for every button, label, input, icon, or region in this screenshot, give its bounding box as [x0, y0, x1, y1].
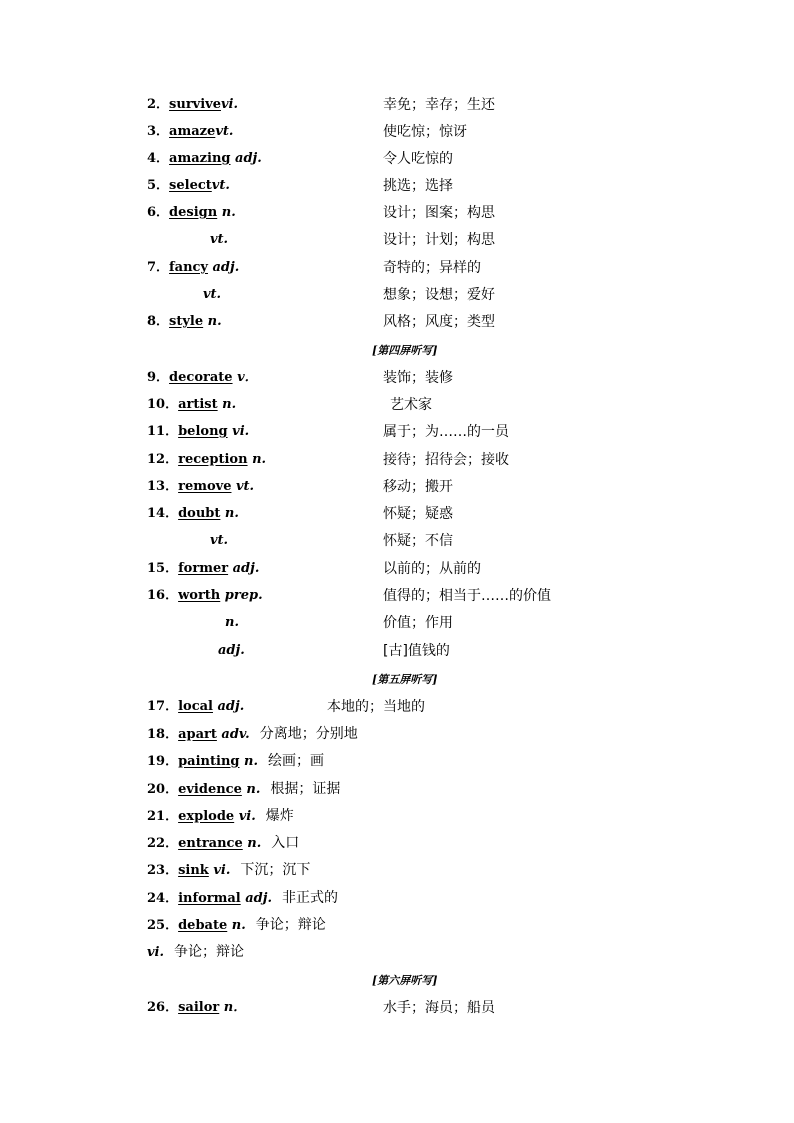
entry-number: 6． — [147, 205, 170, 220]
entry-meaning: 争论；辩论 — [255, 917, 326, 933]
entry-pos: vt. — [210, 232, 229, 247]
entry-meaning: 根据；证据 — [270, 781, 341, 797]
vocab-entry-7-sub — [0, 284, 794, 306]
entry-meaning: 水手；海员；船员 — [383, 1000, 495, 1016]
entry-pos: adj. — [218, 643, 245, 658]
entry-number: 8． — [147, 314, 170, 329]
vocab-entry-10 — [0, 394, 794, 416]
entry-word: survive — [169, 97, 221, 112]
entry-pos: n. — [225, 615, 239, 630]
entry-pos: n． — [219, 1000, 247, 1015]
vocab-entry-7 — [0, 257, 794, 279]
entry-meaning: 设计；计划；构思 — [383, 232, 495, 248]
entry-pos: n. — [217, 397, 237, 412]
entry-word: local — [178, 699, 213, 714]
entry-meaning: 想象；设想；爱好 — [383, 287, 495, 303]
entry-word: painting — [178, 754, 240, 769]
entry-pos: n. — [220, 506, 239, 521]
entry-pos: vi. — [220, 97, 239, 112]
entry-meaning: 奇特的；异样的 — [383, 260, 481, 276]
entry-word: decorate — [169, 370, 233, 385]
entry-pos: vi. — [208, 863, 231, 878]
vocab-entry-16-sub-adj — [0, 640, 794, 662]
entry-pos: vt. — [215, 124, 234, 139]
entry-number: 18． — [147, 727, 179, 742]
vocab-entry-14 — [0, 503, 794, 525]
vocab-entry-19 — [0, 750, 794, 772]
vocab-entry-25 — [0, 914, 794, 936]
entry-pos: n. — [227, 918, 246, 933]
entry-meaning: 接待；招待会；接收 — [383, 452, 509, 468]
entry-pos: vt. — [231, 479, 255, 494]
entry-meaning: 绘画；画 — [268, 753, 324, 769]
entry-word: select — [169, 178, 212, 193]
vocab-entry-25-sub — [0, 941, 794, 963]
entry-number: 12． — [147, 452, 179, 467]
entry-word: explode — [178, 809, 235, 824]
vocab-entry-16-sub-n — [0, 612, 794, 634]
entry-number: 24． — [147, 891, 179, 906]
entry-pos: vt. — [203, 287, 222, 302]
entry-number: 14． — [147, 506, 179, 521]
entry-meaning: 价值；作用 — [383, 615, 453, 631]
entry-meaning: 使吃惊；惊讶 — [383, 124, 467, 140]
entry-pos: n. — [217, 205, 236, 220]
entry-word: belong — [178, 424, 228, 439]
entry-meaning: 艺术家 — [390, 397, 432, 413]
entry-number: 17． — [147, 699, 179, 714]
entry-pos: v． — [232, 370, 258, 385]
entry-meaning: 入口 — [271, 835, 300, 851]
vocab-entry-21 — [0, 805, 794, 827]
entry-number: 3． — [147, 124, 170, 139]
entry-number: 7． — [147, 260, 170, 275]
entry-pos: n. — [242, 836, 262, 851]
vocab-entry-13 — [0, 476, 794, 498]
vocab-entry-11 — [0, 421, 794, 443]
entry-number: 15． — [147, 561, 179, 576]
entry-pos: n. — [241, 782, 261, 797]
vocab-entry-24 — [0, 887, 794, 909]
entry-pos: adj. — [230, 151, 262, 166]
vocab-entry-16 — [0, 585, 794, 607]
entry-meaning: 幸免；幸存；生还 — [383, 97, 495, 113]
entry-number: 13． — [147, 479, 179, 494]
entry-word: amazing — [169, 151, 231, 166]
entry-word: sink — [178, 863, 209, 878]
vocab-entry-6-sub — [0, 229, 794, 251]
entry-meaning: 挑选；选择 — [383, 178, 453, 194]
entry-number: 16． — [147, 588, 179, 603]
entry-meaning: 分离地；分别地 — [259, 726, 358, 742]
entry-number: 2． — [147, 97, 170, 112]
entry-pos: vt. — [211, 178, 230, 193]
entry-number: 21． — [147, 809, 179, 824]
entry-meaning: [古]值钱的 — [383, 643, 450, 659]
entry-number: 25． — [147, 918, 179, 933]
entry-meaning: 属于；为……的一员 — [383, 424, 509, 440]
entry-meaning: 以前的；从前的 — [383, 561, 481, 577]
entry-pos: vi. — [147, 945, 165, 960]
entry-pos: vi. — [227, 424, 250, 439]
entry-number: 20． — [147, 782, 179, 797]
entry-pos: vi. — [234, 809, 256, 824]
vocab-entry-4 — [0, 148, 794, 170]
vocab-entry-14-sub — [0, 530, 794, 552]
entry-number: 23． — [147, 863, 179, 878]
entry-number: 5． — [147, 178, 170, 193]
entry-pos: adj. — [207, 260, 240, 275]
entry-word: entrance — [178, 836, 243, 851]
entry-pos: adv. — [216, 727, 250, 742]
entry-meaning: 爆炸 — [265, 808, 294, 824]
entry-pos: vt. — [210, 533, 229, 548]
entry-meaning: 本地的；当地的 — [327, 699, 425, 715]
entry-number: 26． — [147, 1000, 179, 1015]
entry-number: 22． — [147, 836, 179, 851]
entry-meaning: 争论；辩论 — [174, 944, 245, 960]
entry-meaning: 风格；风度；类型 — [383, 314, 495, 330]
vocab-entry-17 — [0, 696, 794, 718]
entry-meaning: 怀疑；不信 — [383, 533, 453, 549]
entry-number: 4． — [147, 151, 170, 166]
vocab-entry-22 — [0, 832, 794, 854]
vocab-entry-9 — [0, 367, 794, 389]
entry-word: former — [178, 561, 229, 576]
entry-meaning: 非正式的 — [282, 890, 338, 906]
entry-meaning: 设计；图案；构思 — [383, 205, 495, 221]
entry-word: artist — [178, 397, 218, 412]
entry-word: evidence — [178, 782, 242, 797]
entry-meaning: 移动；搬开 — [383, 479, 453, 495]
vocab-entry-5 — [0, 175, 794, 197]
vocab-entry-20 — [0, 778, 794, 800]
entry-word: reception — [178, 452, 248, 467]
entry-pos: adj. — [228, 561, 260, 576]
entry-word: remove — [178, 479, 232, 494]
vocab-entry-15 — [0, 558, 794, 580]
entry-pos: n. — [239, 754, 258, 769]
vocab-entry-8 — [0, 311, 794, 333]
vocab-entry-23 — [0, 859, 794, 881]
entry-pos: n. — [247, 452, 267, 467]
entry-meaning: 令人吃惊的 — [383, 151, 453, 167]
entry-word: style — [169, 314, 204, 329]
vocab-entry-18 — [0, 723, 794, 745]
entry-meaning: 装饰；装修 — [383, 370, 453, 386]
entry-number: 19． — [147, 754, 179, 769]
entry-word: apart — [178, 727, 217, 742]
vocab-entry-3 — [0, 121, 794, 143]
entry-pos: adj. — [240, 891, 272, 906]
entry-word: amaze — [169, 124, 216, 139]
entry-number: 10． — [147, 397, 179, 412]
entry-number: 11． — [147, 424, 179, 439]
vocab-entry-6 — [0, 202, 794, 224]
entry-word: fancy — [169, 260, 208, 275]
entry-meaning: 怀疑；疑惑 — [383, 506, 453, 522]
entry-number: 9． — [147, 370, 170, 385]
entry-pos: n. — [203, 314, 222, 329]
entry-word: sailor — [178, 1000, 220, 1015]
entry-pos: prep. — [220, 588, 263, 603]
vocab-entry-12 — [0, 449, 794, 471]
entry-word: debate — [178, 918, 228, 933]
entry-meaning: 下沉；沉下 — [240, 862, 311, 878]
entry-word: worth — [178, 588, 221, 603]
entry-word: informal — [178, 891, 241, 906]
entry-meaning: 值得的；相当于……的价值 — [383, 588, 551, 604]
entry-word: design — [169, 205, 218, 220]
vocab-entry-2 — [0, 94, 794, 116]
entry-word: doubt — [178, 506, 221, 521]
vocab-entry-26 — [0, 997, 794, 1019]
entry-pos: adj. — [212, 699, 245, 714]
